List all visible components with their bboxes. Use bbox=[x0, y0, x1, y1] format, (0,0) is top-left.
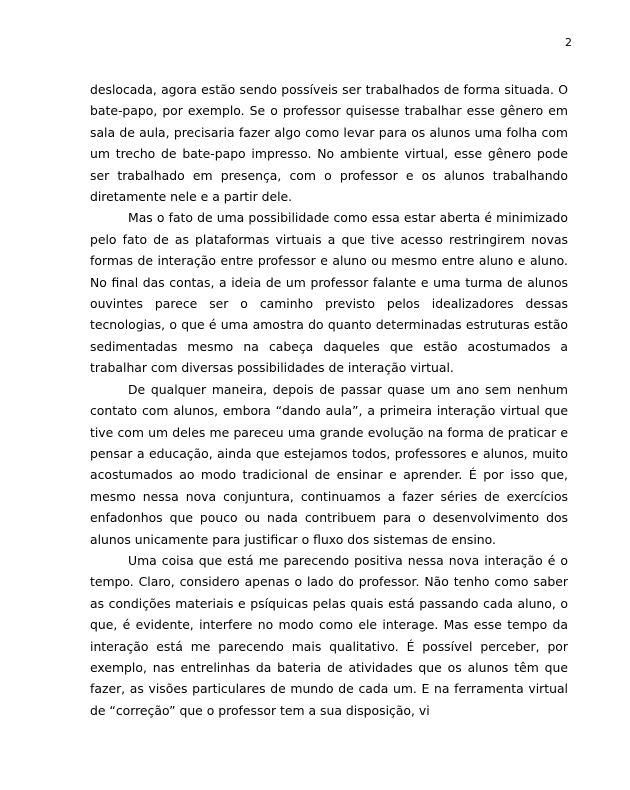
paragraph-2: Mas o fato de uma possibilidade como essa estar aberta é minimizado pelo fato de as plataformas virtuais a que tive acesso restringirem novas formas de interação entre professor e aluno ou mesmo entre aluno e aluno. No final das contas, a ideia de um professor falante e uma turma de alunos ouvintes parece ser o caminho previsto pelos idealizadores dessas tecnologias, o que é uma amostra do quanto determinadas estruturas estão sedimentadas mesmo na cabeça daqueles que estão acostumados a trabalhar com diversas possibilidades de interação virtual. bbox=[90, 210, 568, 376]
paragraph-4: Uma coisa que está me parecendo positiva nessa nova interação é o tempo. Claro, considero apenas o lado do professor. Não tenho como saber as condições materiais e psíquicas pelas quais está passando cada aluno, o que, é evidente, interfere no modo como ele interage. Mas esse tempo da interação está me parecendo mais qualitativo. É possível perceber, por exemplo, nas entrelinhas da bateria de atividades que os alunos têm que fazer, as visões particulares de mundo de cada um. E na ferramenta virtual de “correção” que o professor tem a sua disposição, vi bbox=[90, 552, 568, 718]
paragraph-1: deslocada, agora estão sendo possíveis ser trabalhados de forma situada. O bate-papo, por exemplo. Se o professor quisesse trabalhar esse gênero em sala de aula, precisaria fazer algo como levar para os alunos uma folha com um trecho de bate-papo impresso. No ambiente virtual, esse gênero pode ser trabalhado em presença, com o professor e os alunos trabalhando diretamente nele e a partir dele. bbox=[90, 82, 568, 205]
document-body bbox=[90, 79, 568, 721]
paragraph-3: De qualquer maneira, depois de passar quase um ano sem nenhum contato com alunos, embora “dando aula”, a primeira interação virtual que tive com um deles me pareceu uma grande evolução na forma de praticar e pensar a educação, ainda que estejamos todos, professores e alunos, muito acostumados ao modo tradicional de ensinar e aprender. É por isso que, mesmo nessa nova conjuntura, continuamos a fazer séries de exercícios enfadonhos que pouco ou nada contribuem para o desenvolvimento dos alunos unicamente para justificar o fluxo dos sistemas de ensino. bbox=[90, 381, 568, 547]
page-number: 2 bbox=[565, 36, 572, 49]
